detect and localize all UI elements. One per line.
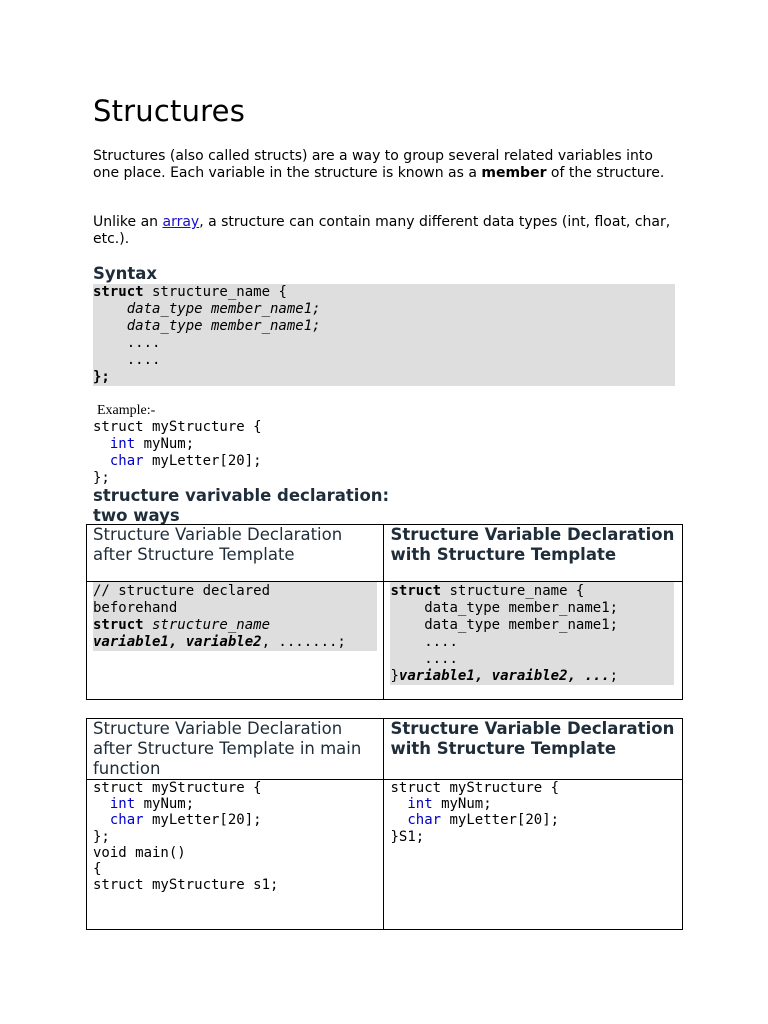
declaration-heading-line: two ways — [93, 506, 180, 525]
struct-keyword: struct — [93, 617, 144, 633]
int-keyword: int — [407, 796, 433, 813]
syntax-line: }; — [93, 369, 110, 385]
code-line: .... — [390, 634, 458, 650]
char-keyword: char — [109, 812, 144, 829]
with-template-example-code — [390, 780, 676, 845]
code-line: , .......; — [261, 634, 346, 650]
code-line: structure_name — [143, 617, 271, 633]
code-line: data_type member_name1; — [390, 600, 619, 616]
array-paragraph — [93, 214, 678, 247]
code-line: myLetter[20]; — [143, 812, 262, 829]
code-line: struct myStructure { — [93, 419, 262, 435]
page-title: Structures — [93, 94, 246, 128]
table-header-row — [87, 525, 683, 582]
code-line: beforehand — [93, 600, 178, 616]
table-cell-left — [87, 582, 384, 700]
main-function-code — [93, 780, 377, 893]
code-indent — [93, 436, 110, 452]
table-cell-right — [384, 780, 683, 930]
code-line: structure_name { — [441, 583, 585, 599]
declaration-table-2 — [86, 718, 683, 930]
code-line: } — [390, 668, 399, 684]
syntax-line: structure_name { — [143, 284, 287, 300]
intro-text-end: of the structure. — [546, 164, 665, 181]
syntax-line: .... — [93, 335, 161, 351]
declaration-heading — [93, 486, 389, 526]
char-keyword: char — [407, 812, 442, 829]
code-line: }S1; — [390, 828, 425, 845]
declaration-table-1 — [86, 524, 683, 700]
example-label: Example:- — [97, 403, 156, 418]
code-line: myNum; — [135, 796, 195, 813]
code-line: myLetter[20]; — [143, 453, 262, 469]
array-text: Unlike an — [93, 214, 163, 230]
table-header-right: Structure Variable Declaration with Structure Template — [384, 525, 683, 582]
syntax-line: .... — [93, 352, 161, 368]
after-template-code — [93, 582, 377, 651]
code-line: { — [93, 861, 102, 878]
with-template-code — [390, 582, 674, 685]
code-line: myNum; — [432, 796, 492, 813]
code-line: myNum; — [135, 436, 195, 452]
table-cell-left — [87, 780, 384, 930]
syntax-line: data_type member_name1; — [93, 318, 321, 334]
table-header-left: Structure Variable Declaration after Structure Template — [87, 525, 384, 582]
syntax-line: data_type member_name1; — [93, 301, 321, 317]
intro-text: Structures (also called structs) are a way to group several related variables into one place. Each variable in the structure is known as a — [93, 148, 653, 181]
syntax-heading: Syntax — [93, 264, 158, 283]
variables-list: variable1, variable2 — [93, 634, 262, 650]
int-keyword: int — [109, 796, 136, 813]
array-text-end: , a structure can contain many different data types (int, float, char, etc.). — [93, 214, 671, 247]
declaration-heading-line: structure varivable declaration: — [93, 486, 390, 505]
intro-paragraph — [93, 148, 678, 181]
code-line: }; — [93, 470, 110, 486]
table-body-row — [87, 582, 683, 700]
code-indent — [93, 796, 110, 812]
table-cell-right — [384, 582, 683, 700]
table-header-right: Structure Variable Declaration with Structure Template — [384, 719, 683, 780]
code-line: }; — [93, 828, 110, 845]
code-line: struct myStructure { — [390, 780, 560, 796]
code-indent — [390, 796, 407, 812]
code-line: struct myStructure s1; — [93, 877, 279, 894]
code-line: // structure declared — [93, 583, 271, 599]
code-line: struct myStructure { — [93, 780, 262, 796]
variables-list: variable1, varaible2, ... — [398, 668, 610, 684]
syntax-code-block — [93, 284, 675, 386]
table-body-row — [87, 780, 683, 930]
member-term: member — [481, 164, 547, 181]
code-line: void main() — [93, 844, 186, 861]
code-indent — [93, 812, 110, 828]
code-line: ; — [609, 668, 619, 684]
code-indent — [93, 453, 110, 469]
code-line: .... — [390, 651, 458, 667]
code-line: myLetter[20]; — [441, 812, 560, 829]
table-header-row — [87, 719, 683, 780]
array-link[interactable]: array — [162, 214, 200, 230]
syntax-struct-keyword: struct — [93, 284, 144, 300]
table-header-left: Structure Variable Declaration after Structure Template in main function — [87, 719, 384, 780]
code-line: data_type member_name1; — [390, 617, 619, 633]
struct-keyword: struct — [390, 583, 442, 599]
int-keyword: int — [109, 436, 136, 452]
example-code-block — [93, 419, 262, 487]
code-indent — [390, 812, 407, 828]
char-keyword: char — [109, 453, 144, 469]
